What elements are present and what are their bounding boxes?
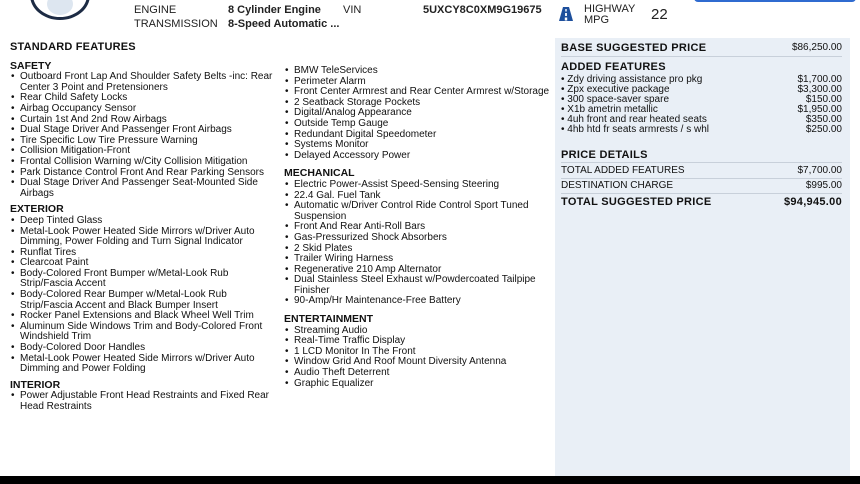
feature-item: • 22.4 Gal. Fuel Tank [284,191,550,202]
feature-item: • Tire Specific Low Tire Pressure Warning [10,136,278,147]
mechanical-list [284,180,550,307]
added-feature-value: $350.00 [805,114,842,125]
feature-item: • 2 Seatback Storage Pockets [284,98,550,109]
feature-item: • Outside Temp Gauge [284,119,550,130]
added-feature-value: $1,950.00 [797,104,842,115]
added-feature-label: • 300 space-saver spare [561,94,670,105]
added-feature-label: • X1b ametrin metallic [561,104,658,115]
interior-list [10,391,278,412]
base-price-value: $86,250.00 [791,42,842,53]
interior-title: INTERIOR [10,378,61,391]
feature-item: • Metal-Look Power Heated Side Mirrors w/Driver Auto Dimming, Power Folding and Turn Signal Indicator [10,227,278,248]
entertainment-list [284,326,550,390]
feature-item: • Systems Monitor [284,140,550,151]
feature-item: • Front Center Armrest and Rear Center Armrest w/Storage [284,87,550,98]
added-features-title-row [561,61,842,73]
feature-item: • Body-Colored Rear Bumper w/Metal-Look Rub Strip/Fascia Accent and Black Bumper Insert [10,290,278,311]
price-details-title-row [561,149,842,161]
total-added-label: TOTAL ADDED FEATURES [561,165,685,176]
total-price-row [561,196,842,208]
feature-item: • Runflat Tires [10,248,278,259]
base-price-row [561,42,842,54]
feature-item: • Dual Stage Driver And Passenger Seat-Mounted Side Airbags [10,178,278,199]
feature-item: • Window Grid And Roof Mount Diversity Antenna [284,357,550,368]
feature-item: • Dual Stainless Steel Exhaust w/Powdercoated Tailpipe Finisher [284,275,550,296]
highway-mpg-label: HIGHWAY MPG [584,3,636,26]
feature-item: • Power Adjustable Front Head Restraints and Fixed Rear Head Restraints [10,391,278,412]
feature-item: • Gas-Pressurized Shock Absorbers [284,233,550,244]
feature-item: • Digital/Analog Appearance [284,108,550,119]
vin-label: VIN [343,4,362,16]
total-price-label: TOTAL SUGGESTED PRICE [561,196,712,208]
added-feature-label: • 4hb htd fr seats armrests / s whl [561,124,709,135]
feature-item: • 90-Amp/Hr Maintenance-Free Battery [284,296,550,307]
feature-item: • Body-Colored Door Handles [10,343,278,354]
feature-item: • Dual Stage Driver And Passenger Front Airbags [10,125,278,136]
brand-logo [30,0,90,20]
added-feature-row [561,125,842,135]
feature-item: • Metal-Look Power Heated Side Mirrors w/Driver Auto Dimming and Power Folding [10,354,278,375]
feature-item: • Deep Tinted Glass [10,216,278,227]
mechanical-title: MECHANICAL [284,167,355,180]
transmission-label: TRANSMISSION [134,18,218,30]
exterior-list [10,216,278,375]
vin-value: 5UXCY8C0XM9G19675 [423,4,542,16]
engine-label: ENGINE [134,4,177,16]
feature-item: • Electric Power-Assist Speed-Sensing Steering [284,180,550,191]
safety-continued-list [284,66,550,161]
added-feature-label: • 4uh front and rear heated seats [561,114,707,125]
feature-item: • Trailer Wiring Harness [284,254,550,265]
feature-item: • Rocker Panel Extensions and Black Wheel Well Trim [10,311,278,322]
features-column-right [284,66,550,389]
feature-item: • Audio Theft Deterrent [284,368,550,379]
added-feature-value: $3,300.00 [797,84,842,95]
feature-item: • Front And Rear Anti-Roll Bars [284,222,550,233]
destination-label: DESTINATION CHARGE [561,180,674,191]
feature-item: • Outboard Front Lap And Shoulder Safety Belts -inc: Rear Center 3 Point and Pretensioners [10,72,278,93]
feature-item: • Clearcoat Paint [10,258,278,269]
total-added-value: $7,700.00 [797,165,842,176]
divider [561,193,842,194]
base-price-label: BASE SUGGESTED PRICE [561,42,707,54]
transmission-value: 8-Speed Automatic ... [228,18,340,30]
total-price-value: $94,945.00 [783,196,842,208]
total-added-row [561,165,842,176]
destination-value: $995.00 [805,180,842,191]
added-features-title: ADDED FEATURES [561,61,666,73]
added-feature-value: $150.00 [805,94,842,105]
added-feature-value: $1,700.00 [797,74,842,85]
feature-item: • Automatic w/Driver Control Ride Control Sport Tuned Suspension [284,201,550,222]
safety-title: SAFETY [10,59,52,72]
feature-item: • Graphic Equalizer [284,379,550,390]
exterior-title: EXTERIOR [10,203,64,216]
divider [561,56,842,57]
destination-row [561,180,842,191]
feature-item: • Delayed Accessory Power [284,151,550,162]
feature-item: • 1 LCD Monitor In The Front [284,347,550,358]
feature-item: • Rear Child Safety Locks [10,93,278,104]
feature-item: • Airbag Occupancy Sensor [10,104,278,115]
entertainment-title: ENTERTAINMENT [284,313,374,326]
divider [561,162,842,163]
divider [561,178,842,179]
feature-item: • Perimeter Alarm [284,77,550,88]
added-features-list [561,75,842,135]
feature-item: • Aluminum Side Windows Trim and Body-Colored Front Windshield Trim [10,322,278,343]
feature-item: • Redundant Digital Speedometer [284,130,550,141]
feature-item: • 2 Skid Plates [284,244,550,255]
added-feature-label: • Zdy driving assistance pro pkg [561,74,703,85]
feature-item: • Regenerative 210 Amp Alternator [284,265,550,276]
standard-features-title: STANDARD FEATURES [10,41,136,53]
safety-list [10,72,278,199]
added-feature-label: • Zpx executive package [561,84,670,95]
price-panel [555,38,850,476]
price-details-title: PRICE DETAILS [561,149,648,161]
highway-icon [558,6,574,22]
feature-item: • BMW TeleServices [284,66,550,77]
feature-item: • Real-Time Traffic Display [284,336,550,347]
added-feature-value: $250.00 [805,124,842,135]
feature-item: • Frontal Collision Warning w/City Collision Mitigation [10,157,278,168]
feature-item: • Curtain 1st And 2nd Row Airbags [10,115,278,126]
feature-item: • Body-Colored Front Bumper w/Metal-Look Rub Strip/Fascia Accent [10,269,278,290]
top-action-button[interactable] [694,0,856,2]
features-column-left [10,42,278,413]
feature-item: • Streaming Audio [284,326,550,337]
highway-mpg-value: 22 [651,6,668,23]
feature-item: • Park Distance Control Front And Rear Parking Sensors [10,168,278,179]
engine-value: 8 Cylinder Engine [228,4,321,16]
feature-item: • Collision Mitigation-Front [10,146,278,157]
